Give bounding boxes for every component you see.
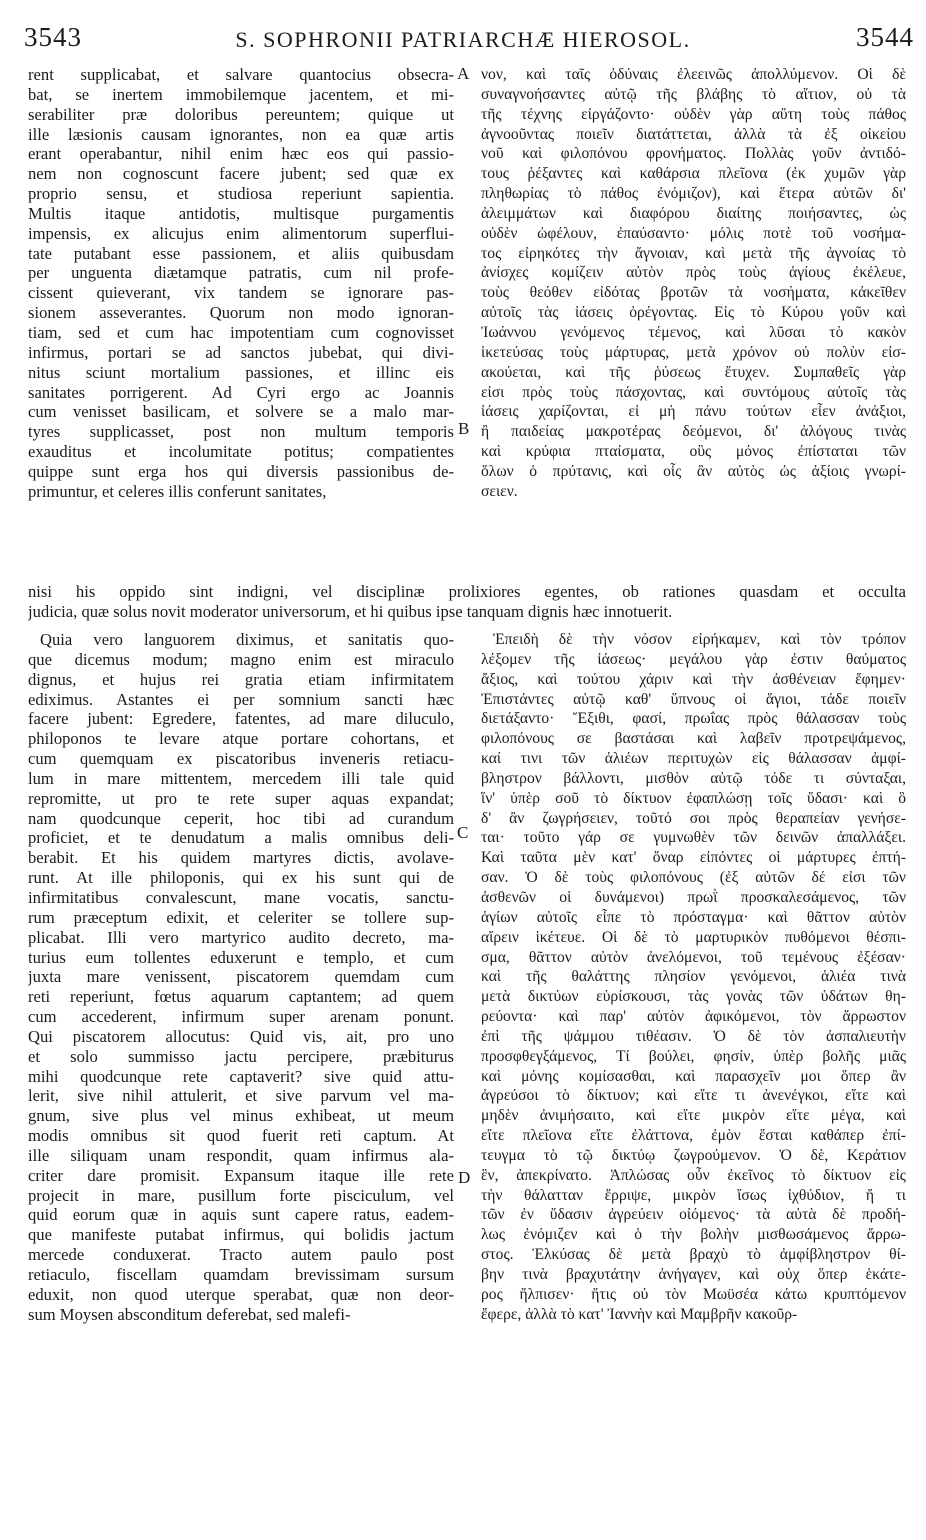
text-line: tyres supplicasset, post non multum temporis (28, 422, 454, 442)
text-line: ἀγρεύσοι τὸ δίκτυον; καὶ εἴτε τι ἀνενέγκοι, εἴτε καὶ (481, 1087, 906, 1105)
text-line: νον, καὶ ταῖς ὀδύναις ἐλεεινῶς ἀπολλύμενον. Οἱ δὲ (481, 66, 906, 83)
text-line: τὴν θάλατταν ἔρριψε, μικρὸν ἴσως ἰχθύδιον, ἤ τι (481, 1186, 906, 1204)
text-line: σειεν. (481, 482, 518, 500)
text-line: serabiliter præ doloribus pereuntem; quique ut (28, 104, 454, 124)
latin-column-top (28, 65, 454, 502)
text-line: ται· τοῦτο γάρ σε γυμνωθὲν τῶν δεινῶν ἀπαλλάξει. (481, 829, 906, 847)
margin-marker-c: C (457, 823, 469, 842)
text-line: ρος ἤλπισεν· ἥτις οὐ τὸν Μωϋσέα κάτω κρυπτόμενον (481, 1285, 906, 1303)
text-line: gnum, sive plus vel minus exhibeat, ut meum (28, 1106, 454, 1126)
text-line: cum accederent, infirmum super arenam ponunt. (28, 1007, 454, 1027)
right-column-number: 3544 (856, 22, 914, 52)
text-line: repromitte, ut pro te rete super aquas expandat; (28, 788, 454, 808)
text-line: quid eorum quæ in aquis sunt capere ratus, eadem- (28, 1205, 454, 1225)
text-line: Quia vero languorem diximus, et sanitatis quo- (40, 630, 454, 649)
text-line: βληστρον βάλλοντι, μισθὸν αὐτῷ τόδε τι σύνταξαι, (481, 769, 906, 787)
text-line: nam quodcunque ceperit, hoc tibi ad curandum (28, 808, 454, 828)
text-line: berabit. Et his quidem martyres dictis, avolave- (28, 848, 454, 868)
text-line: tate putabant esse passionem, et aliis quibusdam (28, 243, 454, 263)
margin-marker-a: A (457, 64, 470, 83)
text-line: ἐπὶ τῆς ψάμμου τιθέασιν. Ὁ δὲ τὸν ἀσπαλιευτὴν (481, 1027, 906, 1045)
text-line: plicabat. Illi vero martyrico audito decreto, ma- (28, 927, 454, 947)
text-line: mercede conduxerat. Tracto autem paulo post (28, 1245, 454, 1265)
text-line: erant operabantur, nihil enim hæc eos qui passio- (28, 144, 454, 164)
text-line: proprio sensu, et studiosa reperiunt sapientia. (28, 184, 454, 204)
text-line: καὶ κρύφια πταίσματα, οὓς μόνος ἐπίσταται τῶν (481, 443, 906, 461)
text-line: λέξομεν τῆς ἰάσεως· μεγάλου γὰρ ἐστιν θαύματος (481, 650, 906, 668)
text-line: ille siliquam unam respondit, quam infirmus ala- (28, 1145, 454, 1165)
text-line: ille læsionis causam ignorantes, non ea quæ artis (28, 124, 454, 144)
text-line: ρεύοντα· καὶ παρ' αὐτὸν ἀφικόμενοι, τὸν ἄρρωστον (481, 1008, 906, 1026)
text-line: αἴρειν ἱκέτευε. Οἱ δὲ τὸ μαρτυρικὸν πυθόμενοι θέσπι- (481, 928, 906, 946)
text-line: infirmitatibus convalescunt, mane vocatis, sanctu- (28, 887, 454, 907)
text-line: τῶν ἐν ὕδασιν ἀγρεύειν οἰόμενος· τὰ αὐτὰ δὲ προδή- (481, 1206, 906, 1224)
text-line: Ἰωάννου γενόμενος τέμενος, καὶ λῦσαι τὸ κακὸν (481, 323, 906, 341)
text-line: σμα, θᾶττον αὐτὸν ἀνελόμενοι, τοῦ τεμένους ἐξέσαν· (481, 948, 906, 966)
text-line: sanitates porrigerent. Ad Cyri ergo ac Joannis (28, 382, 454, 402)
text-line: ακούεται, καὶ τῆς ῥύσεως ἔτυχεν. Συμπαθεῖς γὰρ (481, 363, 906, 381)
text-line: τοὺς θεόθεν εἰδότας βροτῶν τὰ νοσήματα, κἀκεῖθεν (481, 284, 906, 302)
text-line: que manifeste putabat infirmus, qui bolidis jactum (28, 1225, 454, 1245)
text-line: criter dare promisit. Expansum itaque ille rete (28, 1165, 454, 1185)
text-line: στος. Ἑλκύσας δὲ μετὰ βραχὺ τὸ ἀμφίβληστρον θί- (481, 1246, 906, 1264)
text-line: rum præceptum edixit, et celeriter se tollere sup- (28, 907, 454, 927)
text-line: εἴτε πλεῖονα εἴτε ἐλάττονα, ἐμὸν ἔσται καθάπερ ἐπί- (481, 1127, 906, 1145)
text-line: διετάξαντο· Ἔξιθι, φασί, πρωΐας πρὸς θάλασσαν τοὺς (481, 710, 906, 728)
text-line: primuntur, et celeres illis conferunt sanitates, (28, 481, 327, 501)
page-header (0, 22, 926, 56)
text-line: τους ῥέξαντες καὶ καθάρσια πλεῖονα (ἐκ χυμῶν γὰρ (481, 165, 906, 183)
text-line: ἀγνοοῦντας ποιεῖν διατάττεται, ἀλλὰ τὰ ἐξ οἰκείου (481, 125, 906, 143)
text-line: et solo summisso jactu percipere, præbiturus (28, 1046, 454, 1066)
text-line: lerit, sive nihil attulerit, et sive parvum vel ma- (28, 1086, 454, 1106)
latin-column-bottom (28, 630, 454, 1325)
text-line: καί τινι τῶν ἁλιέων περιτυχὼν εἰς θάλασσαν ἀμφί- (481, 750, 906, 768)
text-line: proficiet, et te denudatum a malis omnibus deli- (28, 828, 454, 848)
text-line: ἁγίων αὐτοῖς εἶπε τὸ πρόσταγμα· καὶ θᾶττον αὐτὸν (481, 908, 906, 926)
text-line: per unguenta diætamque patratis, cum nil profe- (28, 263, 454, 283)
text-line: ediximus. Astantes ei per somnium sancti hæc (28, 689, 454, 709)
text-line: οὐδὲν ὠφέλουν, ἐπαύσαντο· μόλις ποτὲ τοῦ νοσήμα- (481, 224, 906, 242)
text-line: ἀλειμμάτων καὶ διαφόρου διαίτης ποιήσαντες, ὡς (481, 204, 906, 222)
text-line: ἰάσεις χαρίζονται, εἰ μὴ πάνυ τούτων εἶεν ἀνάξιοι, (481, 403, 906, 421)
text-line: dignus, et hujus rei gratia etiam infirmitatem (28, 669, 454, 689)
text-line: projecit in mare, pusillum forte pisciculum, vel (28, 1185, 454, 1205)
text-line: ἄξιος, καὶ τούτου χάριν καὶ τὴν ἀσθένειαν ἔφημεν· (481, 670, 906, 688)
text-line: infirmus, portari se ad sanctos jubebat, qui divi- (28, 342, 454, 362)
text-line: Multis itaque antidotis, multisque purgamentis (28, 203, 454, 223)
text-line: eduxit, non quod uterque sperabat, quæ non deor- (28, 1284, 454, 1304)
text-line: πληθωρίας τὸ πάθος ἐνόμιζον), καὶ ἕτερα αὐτῶν δι' (481, 185, 906, 203)
text-line: τῆς τέχνης εἰργάζοντο· οὐδὲν γὰρ αὕτη τοὺς πάθος (481, 105, 906, 123)
text-line: νοῦ καὶ φιλοπόνου φρονήματος. Πολλὰς γοῦν ἀντιδό- (481, 145, 906, 163)
text-line: que dicemus modum; magno enim est miraculo (28, 649, 454, 669)
text-line: αὐτοῖς τὰς ἰάσεις ὀρέγοντας. Εἰς τὸ Κύρου γοῦν καὶ (481, 304, 906, 322)
text-line: τος εἰρηκότες τὴν ἄγνοιαν, καὶ μετὰ τῆς ἀγνοίας τὸ (481, 244, 906, 262)
text-line: καὶ τῆς θαλάττης πλησίον γενόμενοι, ἁλιέα τινὰ (481, 968, 906, 986)
text-line: modis omnibus sit quod fuerit reti captum. At (28, 1126, 454, 1146)
margin-marker-b: B (458, 419, 470, 438)
text-line: μετὰ δικτύων εὑρίσκουσι, τὰς γονὰς τῶν ὑδάτων θη- (481, 988, 906, 1006)
text-line: bat, se inertem immobilemque jacentem, et mi- (28, 84, 454, 104)
text-line: impensis, ex alicujus enim alimentorum superflui- (28, 223, 454, 243)
text-line: λως ἐνόμιζεν καὶ ὁ τὴν βολὴν μισθωσάμενος ἄρρω- (481, 1226, 906, 1244)
text-line: cissent quieverant, vix tandem se ignorare pas- (28, 283, 454, 303)
text-line: nisi his oppido sint indigni, vel disciplinæ prolixiores egentes, ob rationes quasdam et occulta (28, 582, 906, 601)
running-title: S. SOPHRONII PATRIARCHÆ HIEROSOL. (235, 27, 691, 52)
text-line: philoponos te levare atque portare cohortans, et (28, 729, 454, 749)
latin-spanning-lines (28, 582, 906, 622)
text-line: Καὶ ταῦτα μὲν κατ' ὄναρ εἰπόντες οἱ μάρτυρες ἐπτή- (481, 849, 906, 867)
text-line: reti reperiunt, fœtus aquarum captantem; ad quem (28, 987, 454, 1007)
left-column-number: 3543 (24, 22, 82, 52)
text-line: cum quemquam ex piscatoribus inveneris retiacu- (28, 749, 454, 769)
text-line: ἓν, ἀπεκρίνατο. Ἁπλώσας οὖν ἐκεῖνος τὸ δίκτυον εἰς (481, 1166, 906, 1184)
text-line: lum in mare mittentem, mercedem illi tale quid (28, 768, 454, 788)
text-line: τευγμα τὸ τῷ δικτύῳ ζωγρούμενον. Ὁ δὲ, Κεράτιον (481, 1146, 906, 1164)
text-line: μηδὲν ἀνιμήσαιτο, καὶ εἴτε μικρὸν εἴτε μέγα, καὶ (481, 1107, 906, 1125)
text-line: προσφθεγξάμενος, Τί βούλει, φησίν, ὑπὲρ βολῆς μιᾶς (481, 1047, 906, 1065)
text-line: ἔφερε, ἀλλὰ τὸ κατ' Ἰαννὴν καὶ Μαμβρῆν κακοῦρ- (481, 1305, 798, 1323)
text-line: συναγνοήσαντες αὐτῷ τῆς βλάβης τὸ αἴτιον, οὐ τὰ (481, 85, 906, 103)
text-line: φιλοπόνους σε βαστάσαι καὶ λαβεῖν προτρεψάμενος, (481, 730, 906, 748)
text-line: sum Moysen absconditum deferebat, sed malefi- (28, 1304, 351, 1324)
text-line: ἵν' ὑπὲρ σοῦ τὸ δίκτυον ἐφαπλώσῃ τοῖς ὕδασι· καὶ ὃ (481, 789, 906, 807)
text-line: ὅλων ὁ πρύτανις, καὶ οἷς ἂν αὐτὸς ὡς ἀξίοις γνωρί- (481, 462, 906, 480)
text-line: cum venisset basilicam, et solvere se a malo mar- (28, 402, 454, 422)
text-line: ἱκετεύσας τοὺς μάρτυρας, μετὰ χρόνον οὐ πολὺν εἰσ- (481, 343, 906, 361)
greek-column-bottom (481, 630, 906, 1325)
text-line: βην τινὰ βραχυτάτην ἀνήγαγεν, καὶ οὐχ ὅπερ ἑκάτε- (481, 1266, 906, 1283)
text-line: mihi quodcunque rete captaverit? sive quid attu- (28, 1066, 454, 1086)
text-line: runt. At ille philoponis, qui ex his sunt qui de (28, 868, 454, 888)
greek-column-top (481, 65, 906, 502)
text-line: Ἐπειδὴ δὲ τὴν νόσον εἰρήκαμεν, καὶ τὸν τρόπον (493, 631, 906, 648)
text-line: Ἐπιστάντες αὐτῷ καθ' ὕπνους οἱ ἅγιοι, τάδε ποιεῖν (481, 690, 906, 708)
text-line: sionem asseverantes. Quorum non modo ignoran- (28, 303, 454, 323)
text-line: retiaculo, fiscellam quamdam brevissimam sursum (28, 1265, 454, 1284)
text-line: ἀνίσχες κομίζειν αὐτὸν πρὸς τοὺς ἁγίους ἐκέλευε, (481, 264, 906, 282)
text-line: nitus sciunt mortalium passiones, et illinc eis (28, 362, 454, 382)
text-line: καὶ μόνης κομίσασθαι, καὶ παρασχεῖν μοι ὅπερ ἂν (481, 1067, 906, 1085)
text-line: rent supplicabat, et salvare quantocius obsecra- (28, 65, 454, 84)
text-line: ἀσθενῶν οἱ δυνάμενοι) πρωῒ προσκαλεσάμενος, τῶν (481, 888, 906, 906)
text-line: juxta mare venissent, piscatorem quemdam cum (28, 967, 454, 987)
text-line: nem non cognoscunt facere jubent; sed quæ ex (28, 164, 454, 184)
text-line: facere jubent: Egredere, fatentes, ad mare diluculo, (28, 709, 454, 729)
text-line: ἢ παιδείας μακροτέρας δεόμενοι, δι' ἀλόγους τινὰς (481, 423, 906, 441)
text-line: exauditus et incolumitate potitus; compatientes (28, 442, 454, 462)
text-line: εἰσι πρὸς τοὺς πάσχοντας, καὶ συντόμους αὐτοῖς τὰς (481, 383, 906, 401)
text-line: δ' ἂν ζωγρήσειεν, τοῦτό σοι πρὸς θεραπείαν γενήσε- (481, 809, 906, 827)
text-line: tiam, sed et cum hac impotentiam cum cognovisset (28, 322, 454, 342)
text-line: quippe sunt erga hos qui diversis passionibus de- (28, 461, 454, 481)
margin-marker-d: D (458, 1168, 471, 1187)
text-line: turius eum tollentes eduxerunt e templo, et cum (28, 947, 454, 967)
text-line: Qui piscatorem allocutus: Quid vis, ait, pro uno (28, 1026, 454, 1046)
text-line: judicia, quæ solus novit moderator universorum, et hi quibus ipse tanquam dignis hæc innotuerit. (28, 601, 673, 621)
text-line: σαν. Ὁ δὲ τοὺς φιλοπόνους (ἐξ αὐτῶν δέ εἰσι τῶν (481, 869, 906, 887)
